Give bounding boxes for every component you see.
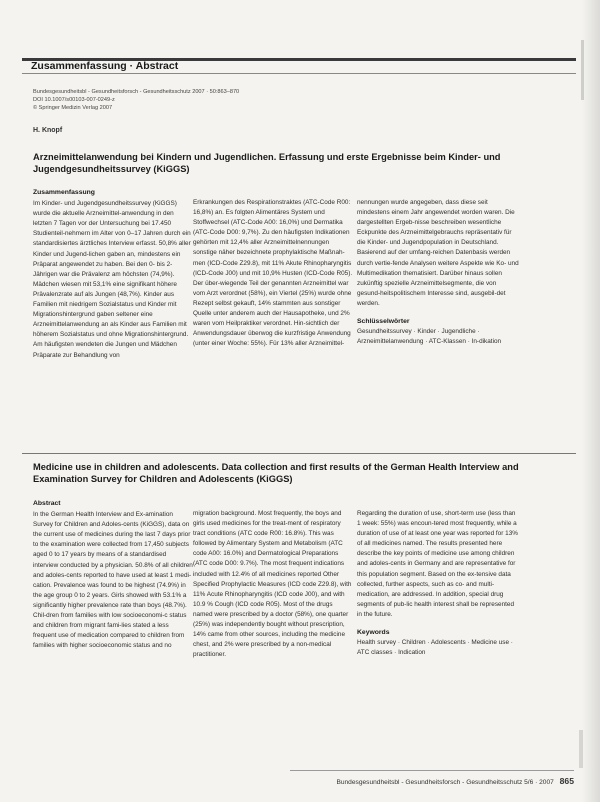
page-footer: [296, 776, 574, 786]
english-column-2: [193, 509, 353, 660]
publisher: © Springer Medizin Verlag 2007: [33, 105, 113, 112]
author: H. Knopf: [33, 127, 63, 134]
english-keywords: Health survey · Children · Adolescents · Medicine use · ATC classes · Indication: [357, 639, 513, 657]
publication-meta: [33, 88, 333, 113]
german-keywords-heading: Schlüsselwörter: [357, 318, 410, 326]
journal-line: Bundesgesundheitsbl - Gesundheitsforsch - Gesundheitsschutz 2007 · 50:863–870: [33, 89, 240, 95]
german-title: Arzneimittelanwendung bei Kindern und Jugendlichen. Erfassung und erste Ergebnisse beim Kinder- und Jugendgesundheitssurvey (KiGGS): [33, 152, 501, 174]
section-divider: [22, 73, 576, 74]
german-column-1: [33, 188, 193, 361]
footer-rule: [290, 770, 574, 771]
english-abstract-heading: Abstract: [33, 500, 61, 507]
german-abstract-heading: Zusammenfassung: [33, 189, 95, 196]
english-keywords-heading: Keywords: [357, 629, 390, 637]
german-abstract-text-3: nennungen wurde angegeben, dass diese seit mindestens einem Jahr angewendet worden waren. Die dargestellten Ergeb-nisse beschreiben wesentliche Eckpunkte des Arzneimittelgebrauchs repräsentativ für die Kinder- und Jugendpopulation in Deutschland. Basierend auf der umfang-reichen Datenbasis werden durch vertie-fende Analysen weitere Aspekte wie Ko- und Multimedikation thematisiert. Darüber hinaus sollen zukünftig spezielle Arzneimittelsegmente, die von gesund-heitspolitischem Interesse sind, ausgebil-det werden.: [357, 199, 519, 307]
english-abstract-text-1: In the German Health Interview and Ex-amination Survey for Children and Adoles-cents (KiGGS), data on the current use of medicines during the last 7 days prior to the examination were collected from 17,450 subjects aged 0 to 17 years by means of a standardised interview conducted by a physician. 50.8% of all children and adoles-cents reported to have used at least 1 medi-cation. Prevalence was found to be highest (74.9%) in the age group 0 to 2 years. Girls showed with 53.1% a significantly higher prevalence rate than boys (48.7%). Chil-dren from families with low socioeconomi-c status and children from migrant fami-lies stated a less frequent use of medication compared to children from families with higher socioeconomic status and no: [33, 511, 193, 650]
english-column-3: [357, 509, 519, 658]
german-abstract-text-2: Erkrankungen des Respirationstraktes (ATC-Code R00: 16,8%) an. Es folgten Alimentäres System und Stoffwechsel (ATC-Code A00: 16,0%) und Dermatika (ATC-Code D00: 9,7%). Zu den häufigsten Indikationen gehörten mit 12,4% aller Arzneimittelnennungen sonstige näher bezeichnete prophylaktische Maßnah-men (ICD-Code Z29.8), mit 11% Akute Rhinopharyngitis (ICD-Code J00) und mit 10,9% Husten (ICD-Code R05). Der über-wiegende Teil der genannten Arzneimittel war vom Arzt verordnet (58%), ein Viertel (25%) wurde ohne Rezept selbst gekauft, 14% stammten aus sonstiger Quelle unter anderem auch der Hausapotheke, und 2% waren vom Heilpraktiker verordnet. Hin-sichtlich der Anwendungsdauer überwog die kurzfristige Anwendung (unter einer Woche: 55%). Für 13% aller Arzneimittel-: [193, 199, 353, 348]
footer-journal: Bundesgesundheitsbl - Gesundheitsforsch - Gesundheitsschutz 5/6 · 2007: [336, 779, 554, 786]
german-column-3: [357, 198, 519, 347]
scan-mark: [581, 40, 584, 100]
english-abstract-text-3: Regarding the duration of use, short-term use (less than 1 week: 55%) was encoun-tered most frequently, while a duration of use of at least one year was reported for 13% of all medicines named. The results presented here describe the key points of medicine use among children and adoles-cents in Germany and are representative for this population segment. Based on the ex-tensive data collected, further aspects, such as co- and multi-medication, are addressed. In addition, special drug segments of pub-lic health interest shall be represented in the future.: [357, 510, 518, 618]
english-column-1: [33, 499, 193, 651]
german-abstract-text-1: Im Kinder- und Jugendgesundheitssurvey (KiGGS) wurde die aktuelle Arzneimittel-anwendung in den letzten 7 Tagen vor der Untersuchung bei 17.450 Studienteil-nehmern im Alter von 0–17 Jahren durch ein standardisiertes ärztliches Interview erfasst. 50,8% aller Kinder und Jugend-lichen gaben an, mindestens ein Präparat angewendet zu haben. Bei den 0- bis 2-Jährigen war die Prävalenz am höchsten (74,9%). Mädchen wiesen mit 53,1% eine signifikant höhere Prävalenzrate auf als Jungen (48,7%). Kinder aus Familien mit niedrigem Sozialstatus und Kinder mit Migrationshintergrund gaben seltener eine Arzneimittelanwendung an als Kinder aus Familien mit höherem Sozialstatus und ohne Migrationshintergrund. Am häufigsten wendeten die Jungen und Mädchen Präparate zur Behandlung von: [33, 200, 191, 359]
page-number: 865: [559, 776, 574, 786]
doi: DOI 10.1007/s00103-007-0249-z: [33, 97, 115, 104]
german-column-2: [193, 198, 353, 349]
english-abstract-text-2: migration background. Most frequently, the boys and girls used medicines for the treat-ment of respiratory tract conditions (ATC code R00: 16.8%). This was followed by Alimentary System and Metabolism (ATC code A00: 16.0%) and Dermatological Preparations (ATC code D00: 9.7%). The most frequent indications included with 12.4% of all medicines reported Other Specified Prophylactic Measures (ICD code Z29.8), with 11% Acute Rhinopharyngitis (ICD code J00), and with 10.9 % Cough (ICD code R05). Most of the drugs named were prescribed by a doctor (58%), one quarter (25%) was independently bought without prescription, 14% came from other sources, including the medicine chest, and 2% were prescribed by a non-medical practitioner.: [193, 510, 352, 659]
section-label: Zusammenfassung · Abstract: [31, 60, 179, 72]
page-edge-shadow: [582, 0, 600, 802]
german-keywords: Gesundheitssurvey · Kinder · Jugendliche · Arzneimittelanwendung · ATC-Klassen · In-dikation: [357, 328, 502, 346]
scan-mark: [579, 730, 583, 768]
english-title: Medicine use in children and adolescents. Data collection and first results of the German Health Interview and Examination Survey for Children and Adolescents (KiGGS): [33, 462, 519, 484]
section-divider-middle: [22, 453, 576, 454]
